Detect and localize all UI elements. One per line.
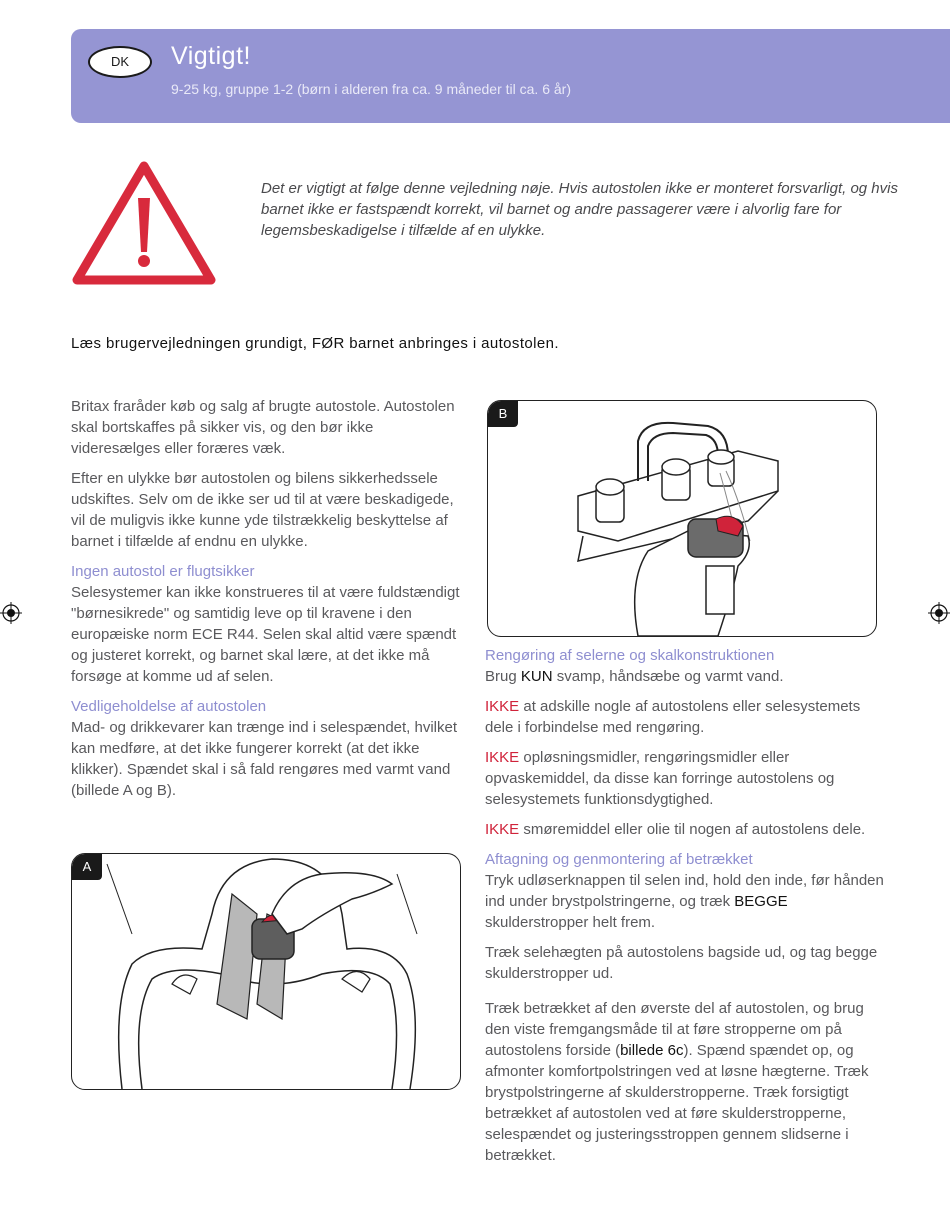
figure-a (71, 853, 461, 1090)
right-column (485, 645, 885, 1175)
warning-triangle-icon (71, 158, 217, 288)
paragraph-harness: Selesystemer kan ikke konstrueres til at være fuldstændigt "børnesikrede" og samtidig leve op til kravene i den europæiske norm ECE R44. Selen skal altid være spændt og justeret korrekt, og barnet skal lære, at det ikke må forsøge at komme ud af selen. (71, 584, 460, 685)
text-span: Brug (485, 668, 521, 685)
registration-mark-right (928, 602, 950, 624)
text-span: at adskille nogle af autostolens eller selesystemets dele i forbindelse med rengøring. (485, 698, 861, 736)
ikke-label: IKKE (485, 698, 520, 715)
paragraph-remove-cover (485, 998, 885, 1166)
warning-text: Det er vigtigt at følge denne vejledning nøje. Hvis autostolen ikke er monteret forsvarligt, og hvis barnet ikke er fastspændt korrekt, vil barnet og andre passagerer være i alvorlig fare for legemsbeskadigelse i tilfælde af en ulykke. (261, 180, 898, 239)
page-title: Vigtigt! (171, 42, 251, 70)
paragraph-used-seats: Britax fraråder køb og salg af brugte autostole. Autostolen skal bortskaffes på sikker vis, og den bør ikke videresælges eller foræres væk. (71, 398, 455, 457)
figure-a-label: A (72, 854, 102, 880)
ikke-label: IKKE (485, 749, 520, 766)
page-subtitle: 9-25 kg, gruppe 1-2 (børn i alderen fra ca. 9 måneder til ca. 6 år) (171, 81, 571, 97)
heading-maintenance: Vedligeholdelse af autostolen (71, 698, 267, 715)
paragraph-maintenance: Mad- og drikkevarer kan trænge ind i selespændet, hvilket kan medføre, at det ikke fungerer korrekt (at det ikke klikker). Spændet skal i så fald rengøres med varmt vand (billede A og B). (71, 719, 458, 799)
emphasis-begge: BEGGE (734, 893, 788, 910)
paragraph-after-accident: Efter en ulykke bør autostolen og bilens sikkerhedssele udskiftes. Selv om de ikke ser ud til at være beskadigede, vil de muligvis ikke kunne yde tilstrækkelig beskyttelse af barnet i tilfælde af endnu en ulykke. (71, 470, 454, 550)
figure-reference-6c: billede 6c (620, 1042, 684, 1059)
heading-no-escape-proof: Ingen autostol er flugtsikker (71, 563, 255, 580)
text-span: smøremiddel eller olie til nogen af autostolens dele. (519, 821, 866, 838)
read-manual-instruction: Læs brugervejledningen grundigt, FØR barnet anbringes i autostolen. (71, 335, 559, 352)
paragraph-release-button (485, 870, 885, 933)
heading-cleaning: Rengøring af selerne og skalkonstruktionen (485, 647, 775, 664)
paragraph-pull-hook: Træk selehægten på autostolens bagside ud, og tag begge skulderstropper ud. (485, 944, 878, 982)
figure-b (487, 400, 877, 637)
tap-illustration (488, 401, 876, 636)
text-span: svamp, håndsæbe og varmt vand. (552, 668, 784, 685)
paragraph-ikke-lubricant (485, 819, 885, 840)
registration-mark-left (0, 602, 22, 624)
left-column (71, 396, 466, 810)
heading-cover-removal: Aftagning og genmontering af betrækket (485, 851, 753, 868)
paragraph-use-only (485, 666, 885, 687)
text-span: Træk betrækket af den øverste del af autostolen, og brug den viste fremgangsmåde til at føre stropperne om på autostolens forside ( (485, 1000, 864, 1059)
text-span: Tryk udløserknappen til selen ind, hold den inde, før hånden ind under brystpolstringerne, og træk (485, 872, 884, 910)
text-span: opløsningsmidler, rengøringsmidler eller opvaskemiddel, da disse kan forringe autostolens og selesystemets funktionsdygtighed. (485, 749, 835, 808)
buckle-illustration (72, 854, 460, 1089)
emphasis-kun: KUN (520, 668, 553, 685)
text-span: ). Spænd spændet op, og afmonter komfortpolstringen ved at løsne hægterne. Træk brystpolstringerne af skulderstropperne. Træk forsigtigt betrækket af autostolen ved at føre skulderstropperne, selespændet og justeringsstroppen gennem slidserne i betrækket. (485, 1042, 869, 1164)
language-badge: DK (88, 46, 152, 78)
paragraph-ikke-solvents (485, 747, 885, 810)
paragraph-ikke-disassemble (485, 696, 885, 738)
text-span: skulderstropper helt frem. (485, 914, 656, 931)
figure-b-label: B (488, 401, 518, 427)
ikke-label: IKKE (485, 821, 520, 838)
